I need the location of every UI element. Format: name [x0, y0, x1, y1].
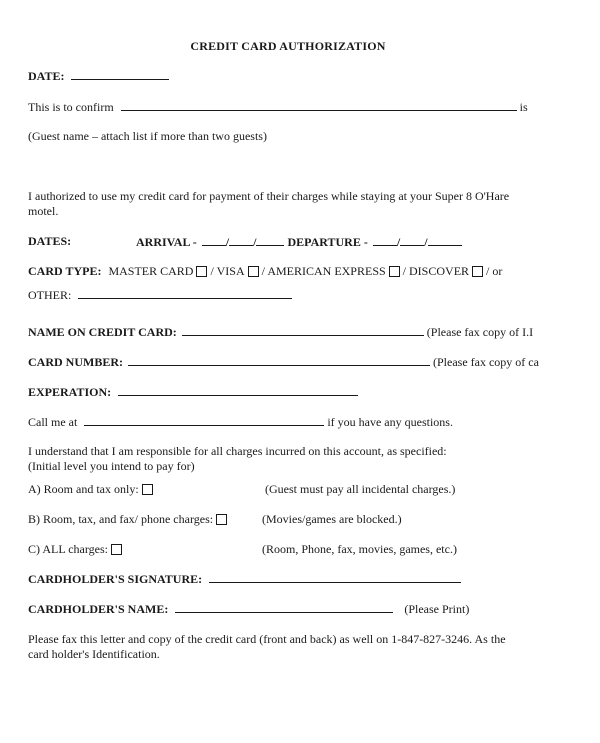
card-type-row — [28, 264, 502, 278]
other-row — [28, 287, 292, 302]
signature-row — [28, 571, 461, 586]
expiration-row — [28, 384, 358, 399]
visa-checkbox[interactable] — [248, 266, 259, 277]
date-label: DATE: — [28, 69, 65, 83]
confirm-row — [28, 99, 528, 114]
phone-field[interactable] — [84, 414, 324, 426]
departure-month-field[interactable] — [373, 234, 397, 246]
departure-label: DEPARTURE - — [287, 235, 368, 249]
cardholder-name-note: (Please Print) — [404, 602, 470, 616]
card-number-note: (Please fax copy of ca — [433, 355, 539, 369]
or-label: / or — [486, 264, 503, 278]
other-label: OTHER: — [28, 288, 72, 302]
call-me-suffix: if you have any questions. — [327, 415, 453, 429]
card-option-label: AMERICAN EXPRESS — [267, 264, 386, 278]
option-label: B) Room, tax, and fax/ phone charges: — [28, 512, 214, 526]
cardholder-name-field[interactable] — [175, 601, 393, 613]
card-number-field[interactable] — [128, 354, 430, 366]
signature-field[interactable] — [209, 571, 461, 583]
card-option-label: VISA — [216, 264, 245, 278]
arrival-group — [136, 234, 462, 249]
card-type-label: CARD TYPE: — [28, 264, 102, 278]
responsibility-line-1: I understand that I am responsible for all charges incurred on this account, as specified: — [28, 444, 447, 458]
arrival-day-field[interactable] — [229, 234, 253, 246]
form-title: CREDIT CARD AUTHORIZATION — [190, 39, 386, 53]
option-note: (Room, Phone, fax, movies, games, etc.) — [262, 542, 457, 556]
name-on-card-field[interactable] — [182, 324, 424, 336]
cardholder-name-label: CARDHOLDER'S NAME: — [28, 602, 169, 616]
confirm-prefix: This is to confirm — [28, 100, 114, 114]
option-c-checkbox[interactable] — [111, 544, 122, 555]
separator: / — [210, 264, 214, 278]
arrival-label: ARRIVAL - — [136, 235, 197, 249]
name-on-card-note: (Please fax copy of I.I — [426, 325, 534, 339]
card-option-label: DISCOVER — [409, 264, 470, 278]
option-label: C) ALL charges: — [28, 542, 108, 556]
discover-checkbox[interactable] — [472, 266, 483, 277]
card-option-label: MASTER CARD — [108, 264, 194, 278]
authorization-line-2: motel. — [28, 204, 59, 218]
departure-day-field[interactable] — [400, 234, 424, 246]
option-a-row — [28, 482, 153, 496]
card-number-row — [28, 354, 539, 369]
cardholder-name-row — [28, 601, 469, 616]
arrival-year-field[interactable] — [256, 234, 284, 246]
dates-row — [28, 234, 71, 248]
expiration-field[interactable] — [118, 384, 358, 396]
option-note: (Movies/games are blocked.) — [262, 512, 402, 526]
arrival-month-field[interactable] — [202, 234, 226, 246]
confirm-suffix: is — [519, 100, 528, 114]
date-row — [28, 68, 169, 83]
amex-checkbox[interactable] — [389, 266, 400, 277]
option-label: A) Room and tax only: — [28, 482, 139, 496]
option-b-checkbox[interactable] — [216, 514, 227, 525]
option-a-checkbox[interactable] — [142, 484, 153, 495]
option-c-row — [28, 542, 122, 556]
slash: / — [396, 235, 401, 249]
call-me-prefix: Call me at — [28, 415, 78, 429]
guest-note: (Guest name – attach list if more than two guests) — [28, 129, 267, 143]
footer-line-2: card holder's Identification. — [28, 647, 160, 661]
slash: / — [225, 235, 230, 249]
separator: / — [261, 264, 265, 278]
departure-year-field[interactable] — [428, 234, 462, 246]
other-field[interactable] — [78, 287, 292, 299]
footer-line-1: Please fax this letter and copy of the credit card (front and back) as well on 1-847-827-3246. As the — [28, 632, 506, 646]
card-number-label: CARD NUMBER: — [28, 355, 123, 369]
authorization-line-1: I authorized to use my credit card for payment of their charges while staying at your Super 8 O'Hare — [28, 189, 510, 203]
option-b-row — [28, 512, 227, 526]
signature-label: CARDHOLDER'S SIGNATURE: — [28, 572, 203, 586]
expiration-label: EXPERATION: — [28, 385, 112, 399]
slash: / — [253, 235, 257, 249]
mastercard-checkbox[interactable] — [196, 266, 207, 277]
responsibility-line-2: (Initial level you intend to pay for) — [28, 459, 195, 473]
name-on-card-row — [28, 324, 533, 339]
guest-name-field[interactable] — [121, 99, 517, 111]
slash: / — [424, 235, 428, 249]
separator: / — [402, 264, 407, 278]
option-note: (Guest must pay all incidental charges.) — [265, 482, 456, 496]
date-field[interactable] — [71, 68, 169, 80]
dates-label: DATES: — [28, 234, 72, 248]
call-me-row — [28, 414, 453, 429]
name-on-card-label: NAME ON CREDIT CARD: — [28, 325, 177, 339]
